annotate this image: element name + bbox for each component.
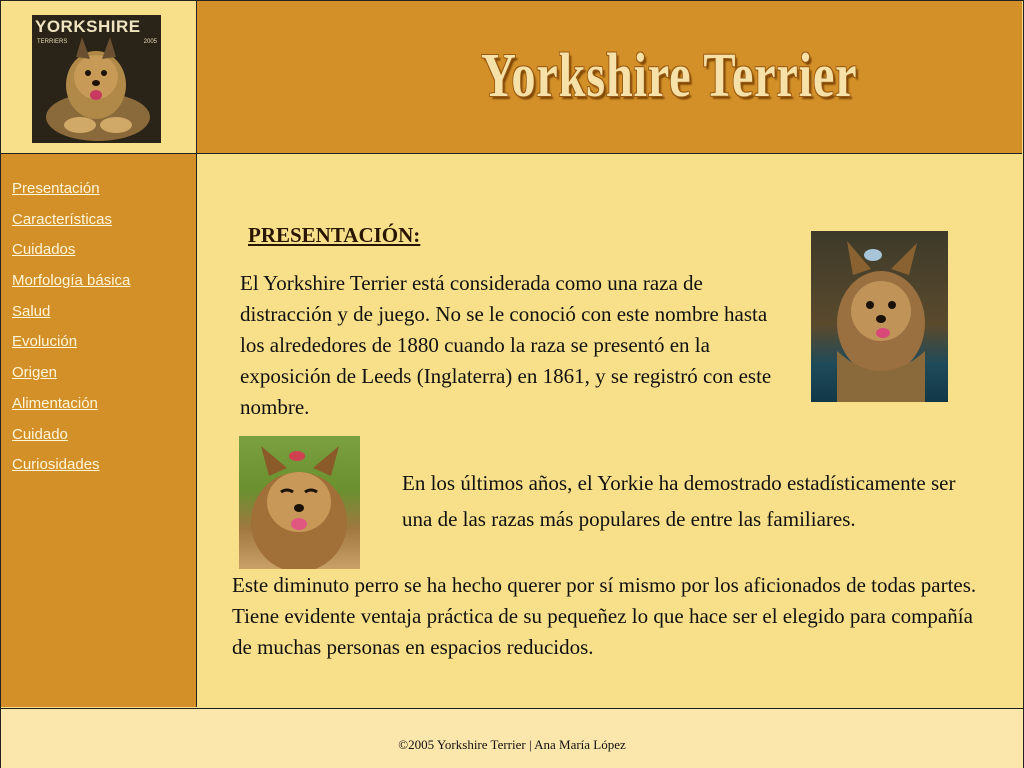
sidebar-item-morfologia <box>12 272 130 303</box>
sidebar-item-origen <box>12 364 130 395</box>
sidebar <box>1 154 197 707</box>
dog-illustration <box>32 15 161 143</box>
sidebar-item-salud <box>12 303 130 334</box>
popularity-paragraph: En los últimos años, el Yorkie ha demostrado estadísticamente ser una de las razas más populares de entre las familiares. <box>402 471 956 531</box>
sidebar-item-cuidado <box>12 426 130 457</box>
sidebar-item-curiosidades <box>12 456 130 487</box>
magazine-title: YORKSHIRE <box>35 17 141 36</box>
sidebar-item-alimentacion <box>12 395 130 426</box>
nav-link-cuidados[interactable]: Cuidados <box>12 241 76 259</box>
yorkie-photo-bow <box>811 231 948 402</box>
dog-photo-illustration-2 <box>239 436 360 569</box>
dog-photo-illustration-1 <box>811 231 948 402</box>
nav-link-alimentacion[interactable]: Alimentación <box>12 394 98 412</box>
nav-link-morfologia[interactable]: Morfología básica <box>12 272 131 290</box>
nav-link-salud[interactable]: Salud <box>12 302 51 320</box>
intro-paragraph: El Yorkshire Terrier está considerada como una raza de distracción y de juego. No se le conoció con este nombre hasta los alrededores de 1880 cuando la raza se presentó en la exposición de Leeds (Inglaterra) en 1861, y se registró con este nombre. <box>240 271 772 419</box>
magazine-subtitle: TERRIERS <box>37 39 68 45</box>
nav-link-curiosidades[interactable]: Curiosidades <box>12 456 100 474</box>
magazine-cover-image <box>32 15 161 143</box>
sidebar-item-caracteristicas <box>12 211 130 242</box>
header-banner <box>197 1 1022 154</box>
site-title: Yorkshire Terrier <box>481 42 858 110</box>
nav-link-cuidado[interactable]: Cuidado <box>12 425 68 443</box>
yorkie-photo-tongue <box>239 436 360 569</box>
nav-link-presentacion[interactable]: Presentación <box>12 180 100 197</box>
nav-link-evolucion[interactable]: Evolución <box>12 333 78 351</box>
nav-link-caracteristicas[interactable]: Características <box>12 210 113 228</box>
footer-copyright: ©2005 Yorkshire Terrier | Ana María López <box>398 737 626 752</box>
section-heading: PRESENTACIÓN: <box>248 223 421 247</box>
companion-paragraph: Este diminuto perro se ha hecho querer por sí mismo por los aficionados de todas partes. Tiene evidente ventaja práctica de su pequeñez lo que hace ser el elegido para compañía de muchas personas en espacios reducidos. <box>232 573 977 659</box>
sidebar-item-cuidados <box>12 241 130 272</box>
footer <box>1 708 1023 768</box>
logo-cell <box>1 1 197 154</box>
main-content <box>197 154 1022 707</box>
sidebar-item-presentacion <box>12 180 130 211</box>
sidebar-nav <box>12 180 130 487</box>
sidebar-item-evolucion <box>12 333 130 364</box>
magazine-year: 2005 <box>143 39 157 45</box>
nav-link-origen[interactable]: Origen <box>12 364 58 382</box>
